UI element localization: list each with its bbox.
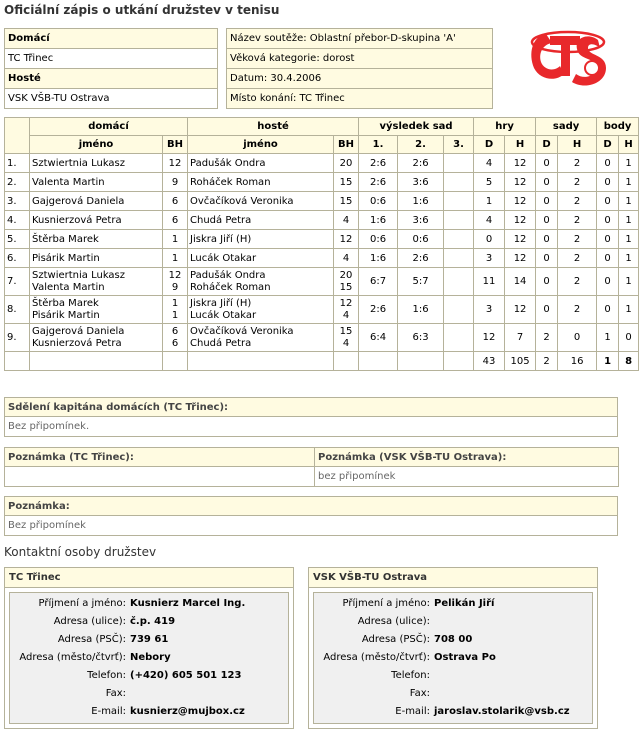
home-bh xyxy=(163,324,188,352)
totals-row xyxy=(5,352,639,371)
sets-d: 0 xyxy=(536,192,558,211)
away-bh-second: 15 xyxy=(339,281,353,293)
home-player: Valenta Martin xyxy=(30,173,163,192)
header-points-h: H xyxy=(619,136,639,154)
note-box xyxy=(4,496,618,536)
home-bh xyxy=(163,296,188,324)
away-player xyxy=(188,324,334,352)
home-bh-second: 9 xyxy=(171,281,179,293)
away-contact-team: VSK VŠB-TU Ostrava xyxy=(309,568,597,588)
home-player xyxy=(30,296,163,324)
points-h: 1 xyxy=(619,211,639,230)
away-street-label: Adresa (ulice): xyxy=(357,616,430,627)
home-bh: 12 xyxy=(163,154,188,173)
set-2-score: 6:3 xyxy=(398,324,444,352)
home-contact-name: Kusnierz Marcel Ing. xyxy=(130,598,246,609)
away-contact-email[interactable]: jaroslav.stolarik@vsb.cz xyxy=(434,706,570,717)
match-number: 2. xyxy=(5,173,30,192)
header-sets-d: D xyxy=(536,136,558,154)
home-player: Štěrba Marek xyxy=(30,230,163,249)
sets-d: 0 xyxy=(536,296,558,324)
home-player-second: Pisárik Martin xyxy=(32,309,100,321)
set-3-score xyxy=(444,230,474,249)
header-set-1: 1. xyxy=(359,136,398,154)
header-away: hosté xyxy=(188,118,359,136)
sets-d: 0 xyxy=(536,249,558,268)
set-2-score: 0:6 xyxy=(398,230,444,249)
note-value: Bez připomínek xyxy=(5,516,618,536)
points-h: 0 xyxy=(619,324,639,352)
total-sets-d: 2 xyxy=(536,352,558,371)
set-2-score: 1:6 xyxy=(398,192,444,211)
set-1-score: 2:6 xyxy=(359,296,398,324)
games-h: 12 xyxy=(505,211,536,230)
header-games: hry xyxy=(474,118,536,136)
points-d: 0 xyxy=(597,249,619,268)
away-player: Chudá Petra xyxy=(188,211,334,230)
away-bh xyxy=(334,324,359,352)
home-bh: 9 xyxy=(163,173,188,192)
games-d: 1 xyxy=(474,192,505,211)
away-bh: 4 xyxy=(334,211,359,230)
header-set-2: 2. xyxy=(398,136,444,154)
venue: Místo konání: TC Třinec xyxy=(227,89,493,109)
match-meta-table xyxy=(226,28,493,109)
set-2-score: 3:6 xyxy=(398,211,444,230)
home-player-second: Kusnierzová Petra xyxy=(32,337,122,349)
total-games-d: 43 xyxy=(474,352,505,371)
points-d: 0 xyxy=(597,192,619,211)
set-2-score: 5:7 xyxy=(398,268,444,296)
total-points-h: 8 xyxy=(619,352,639,371)
sets-h: 2 xyxy=(558,211,597,230)
games-h: 14 xyxy=(505,268,536,296)
home-bh-first: 12 xyxy=(168,269,182,281)
games-d: 12 xyxy=(474,324,505,352)
set-1-score: 0:6 xyxy=(359,192,398,211)
header-points-d: D xyxy=(597,136,619,154)
match-number: 4. xyxy=(5,211,30,230)
set-2-score: 2:6 xyxy=(398,154,444,173)
away-team: VSK VŠB-TU Ostrava xyxy=(5,89,218,109)
set-3-score xyxy=(444,211,474,230)
sets-d: 0 xyxy=(536,154,558,173)
away-contact-name: Pelikán Jiří xyxy=(434,598,495,609)
header-away-name: jméno xyxy=(188,136,334,154)
home-bh: 1 xyxy=(163,230,188,249)
home-contact-phone: (+420) 605 501 123 xyxy=(130,670,242,681)
home-player xyxy=(30,324,163,352)
games-h: 12 xyxy=(505,173,536,192)
games-h: 7 xyxy=(505,324,536,352)
away-player xyxy=(188,268,334,296)
home-contact-zip: 739 61 xyxy=(130,634,169,645)
set-1-score: 1:6 xyxy=(359,249,398,268)
away-player-second: Roháček Roman xyxy=(190,281,271,293)
sets-d: 0 xyxy=(536,211,558,230)
away-bh: 15 xyxy=(334,173,359,192)
total-sets-h: 16 xyxy=(558,352,597,371)
away-player-first: Ovčačíková Veronika xyxy=(190,325,294,337)
set-2-score: 3:6 xyxy=(398,173,444,192)
match-row xyxy=(5,211,639,230)
set-1-score: 0:6 xyxy=(359,230,398,249)
away-player: Roháček Roman xyxy=(188,173,334,192)
set-3-score xyxy=(444,296,474,324)
set-1-score: 6:4 xyxy=(359,324,398,352)
match-row xyxy=(5,154,639,173)
home-bh: 1 xyxy=(163,249,188,268)
captain-value: Bez připomínek. xyxy=(5,417,618,437)
sets-d: 0 xyxy=(536,230,558,249)
home-bh-second: 6 xyxy=(171,337,179,349)
sets-h: 2 xyxy=(558,173,597,192)
away-player: Lucák Otakar xyxy=(188,249,334,268)
points-d: 0 xyxy=(597,211,619,230)
away-note-value: bez připomínek xyxy=(315,467,619,487)
home-player: Pisárik Martin xyxy=(30,249,163,268)
contacts-title: Kontaktní osoby družstev xyxy=(4,545,157,559)
away-bh-first: 20 xyxy=(339,269,353,281)
home-player: Sztwiertnia Lukasz xyxy=(30,154,163,173)
home-contact-city: Nebory xyxy=(130,652,171,663)
away-contact-card xyxy=(308,567,598,729)
home-name-label: Příjmení a jméno: xyxy=(38,598,126,609)
home-email-label: E-mail: xyxy=(91,706,126,717)
captain-label: Sdělení kapitána domácích (TC Třinec): xyxy=(5,398,618,417)
header-home: domácí xyxy=(30,118,188,136)
away-fax-label: Fax: xyxy=(409,688,430,699)
competition: Název soutěže: Oblastní přebor-D-skupina 'A' xyxy=(227,29,493,49)
home-fax-label: Fax: xyxy=(105,688,126,699)
points-d: 0 xyxy=(597,154,619,173)
club-logo-icon xyxy=(526,26,610,92)
header-home-name: jméno xyxy=(30,136,163,154)
set-1-score: 6:7 xyxy=(359,268,398,296)
away-player: Padušák Ondra xyxy=(188,154,334,173)
header-games-h: H xyxy=(505,136,536,154)
home-bh-second: 1 xyxy=(171,309,179,321)
home-player: Gajgerová Daniela xyxy=(30,192,163,211)
home-city-label: Adresa (město/čtvrť): xyxy=(19,652,126,663)
sets-d: 0 xyxy=(536,268,558,296)
home-player: Kusnierzová Petra xyxy=(30,211,163,230)
games-d: 5 xyxy=(474,173,505,192)
away-bh xyxy=(334,268,359,296)
set-3-score xyxy=(444,154,474,173)
points-h: 1 xyxy=(619,296,639,324)
away-city-label: Adresa (město/čtvrť): xyxy=(323,652,430,663)
points-h: 1 xyxy=(619,154,639,173)
set-3-score xyxy=(444,324,474,352)
away-player-first: Jiskra Jiří (H) xyxy=(190,297,252,309)
away-label: Hosté xyxy=(5,69,218,89)
away-bh-second: 4 xyxy=(342,309,350,321)
notes-box xyxy=(4,447,619,487)
total-games-h: 105 xyxy=(505,352,536,371)
match-row xyxy=(5,249,639,268)
games-d: 3 xyxy=(474,249,505,268)
set-1-score: 1:6 xyxy=(359,211,398,230)
games-d: 3 xyxy=(474,296,505,324)
away-email-label: E-mail: xyxy=(395,706,430,717)
header-sets-result: výsledek sad xyxy=(359,118,474,136)
points-d: 0 xyxy=(597,296,619,324)
set-2-score: 2:6 xyxy=(398,249,444,268)
home-bh: 6 xyxy=(163,211,188,230)
points-h: 1 xyxy=(619,173,639,192)
home-player-first: Gajgerová Daniela xyxy=(32,325,125,337)
home-player-second: Valenta Martin xyxy=(32,281,105,293)
teams-table xyxy=(4,28,218,109)
header-sets-h: H xyxy=(558,136,597,154)
home-phone-label: Telefon: xyxy=(87,670,126,681)
sets-h: 2 xyxy=(558,296,597,324)
sets-h: 2 xyxy=(558,192,597,211)
date: Datum: 30.4.2006 xyxy=(227,69,493,89)
away-name-label: Příjmení a jméno: xyxy=(342,598,430,609)
header-home-bh: BH xyxy=(163,136,188,154)
games-h: 12 xyxy=(505,296,536,324)
away-bh-first: 15 xyxy=(339,325,353,337)
away-player xyxy=(188,296,334,324)
match-number: 7. xyxy=(5,268,30,296)
home-label: Domácí xyxy=(5,29,218,49)
away-contact-zip: 708 00 xyxy=(434,634,473,645)
header-away-bh: BH xyxy=(334,136,359,154)
games-h: 12 xyxy=(505,230,536,249)
set-1-score: 2:6 xyxy=(359,154,398,173)
header-set-3: 3. xyxy=(444,136,474,154)
home-bh-first: 1 xyxy=(171,297,179,309)
home-bh: 6 xyxy=(163,192,188,211)
home-bh-first: 6 xyxy=(171,325,179,337)
home-note-label: Poznámka (TC Třinec): xyxy=(5,448,315,467)
away-player: Jiskra Jiří (H) xyxy=(188,230,334,249)
games-d: 11 xyxy=(474,268,505,296)
away-bh-second: 4 xyxy=(342,337,350,349)
captain-box xyxy=(4,397,618,437)
sets-h: 2 xyxy=(558,230,597,249)
away-bh: 20 xyxy=(334,154,359,173)
set-2-score: 1:6 xyxy=(398,296,444,324)
home-zip-label: Adresa (PSČ): xyxy=(57,634,126,645)
sets-d: 0 xyxy=(536,173,558,192)
match-row xyxy=(5,268,639,296)
away-contact-city: Ostrava Po xyxy=(434,652,496,663)
home-contact-team: TC Třinec xyxy=(5,568,293,588)
match-number: 3. xyxy=(5,192,30,211)
match-row xyxy=(5,230,639,249)
home-player-first: Štěrba Marek xyxy=(32,297,99,309)
sets-d: 2 xyxy=(536,324,558,352)
points-d: 0 xyxy=(597,173,619,192)
points-h: 1 xyxy=(619,268,639,296)
home-contact-email[interactable]: kusnierz@mujbox.cz xyxy=(130,706,245,717)
page-title: Oficiální zápis o utkání družstev v tenisu xyxy=(4,3,280,17)
away-zip-label: Adresa (PSČ): xyxy=(361,634,430,645)
sets-h: 2 xyxy=(558,249,597,268)
home-contact-card xyxy=(4,567,294,729)
set-3-score xyxy=(444,249,474,268)
results-table xyxy=(4,117,639,371)
away-player-first: Padušák Ondra xyxy=(190,269,266,281)
points-h: 1 xyxy=(619,192,639,211)
sets-h: 2 xyxy=(558,154,597,173)
away-bh: 15 xyxy=(334,192,359,211)
match-row xyxy=(5,192,639,211)
away-bh-first: 12 xyxy=(339,297,353,309)
home-bh xyxy=(163,268,188,296)
points-d: 1 xyxy=(597,324,619,352)
away-bh: 4 xyxy=(334,249,359,268)
games-d: 4 xyxy=(474,154,505,173)
away-bh xyxy=(334,296,359,324)
match-row xyxy=(5,173,639,192)
total-points-d: 1 xyxy=(597,352,619,371)
games-d: 4 xyxy=(474,211,505,230)
match-row xyxy=(5,324,639,352)
header-points: body xyxy=(597,118,639,136)
set-3-score xyxy=(444,192,474,211)
match-number: 5. xyxy=(5,230,30,249)
away-player-second: Chudá Petra xyxy=(190,337,252,349)
header-games-d: D xyxy=(474,136,505,154)
away-phone-label: Telefon: xyxy=(391,670,430,681)
away-player-second: Lucák Otakar xyxy=(190,309,257,321)
set-3-score xyxy=(444,268,474,296)
match-number: 9. xyxy=(5,324,30,352)
sets-h: 0 xyxy=(558,324,597,352)
points-d: 0 xyxy=(597,268,619,296)
home-team: TC Třinec xyxy=(5,49,218,69)
games-h: 12 xyxy=(505,192,536,211)
sets-h: 2 xyxy=(558,268,597,296)
home-contact-street: č.p. 419 xyxy=(130,616,176,627)
home-player-first: Sztwiertnia Lukasz xyxy=(32,269,126,281)
category: Věková kategorie: dorost xyxy=(227,49,493,69)
set-1-score: 2:6 xyxy=(359,173,398,192)
match-number: 1. xyxy=(5,154,30,173)
match-row xyxy=(5,296,639,324)
away-player: Ovčačíková Veronika xyxy=(188,192,334,211)
games-h: 12 xyxy=(505,154,536,173)
match-number: 6. xyxy=(5,249,30,268)
away-note-label: Poznámka (VSK VŠB-TU Ostrava): xyxy=(315,448,619,467)
match-number: 8. xyxy=(5,296,30,324)
games-h: 12 xyxy=(505,249,536,268)
points-d: 0 xyxy=(597,230,619,249)
set-3-score xyxy=(444,173,474,192)
games-d: 0 xyxy=(474,230,505,249)
points-h: 1 xyxy=(619,249,639,268)
header-sets: sady xyxy=(536,118,597,136)
home-player xyxy=(30,268,163,296)
note-label: Poznámka: xyxy=(5,497,618,516)
points-h: 1 xyxy=(619,230,639,249)
away-bh: 12 xyxy=(334,230,359,249)
home-street-label: Adresa (ulice): xyxy=(53,616,126,627)
home-note-value xyxy=(5,467,315,487)
